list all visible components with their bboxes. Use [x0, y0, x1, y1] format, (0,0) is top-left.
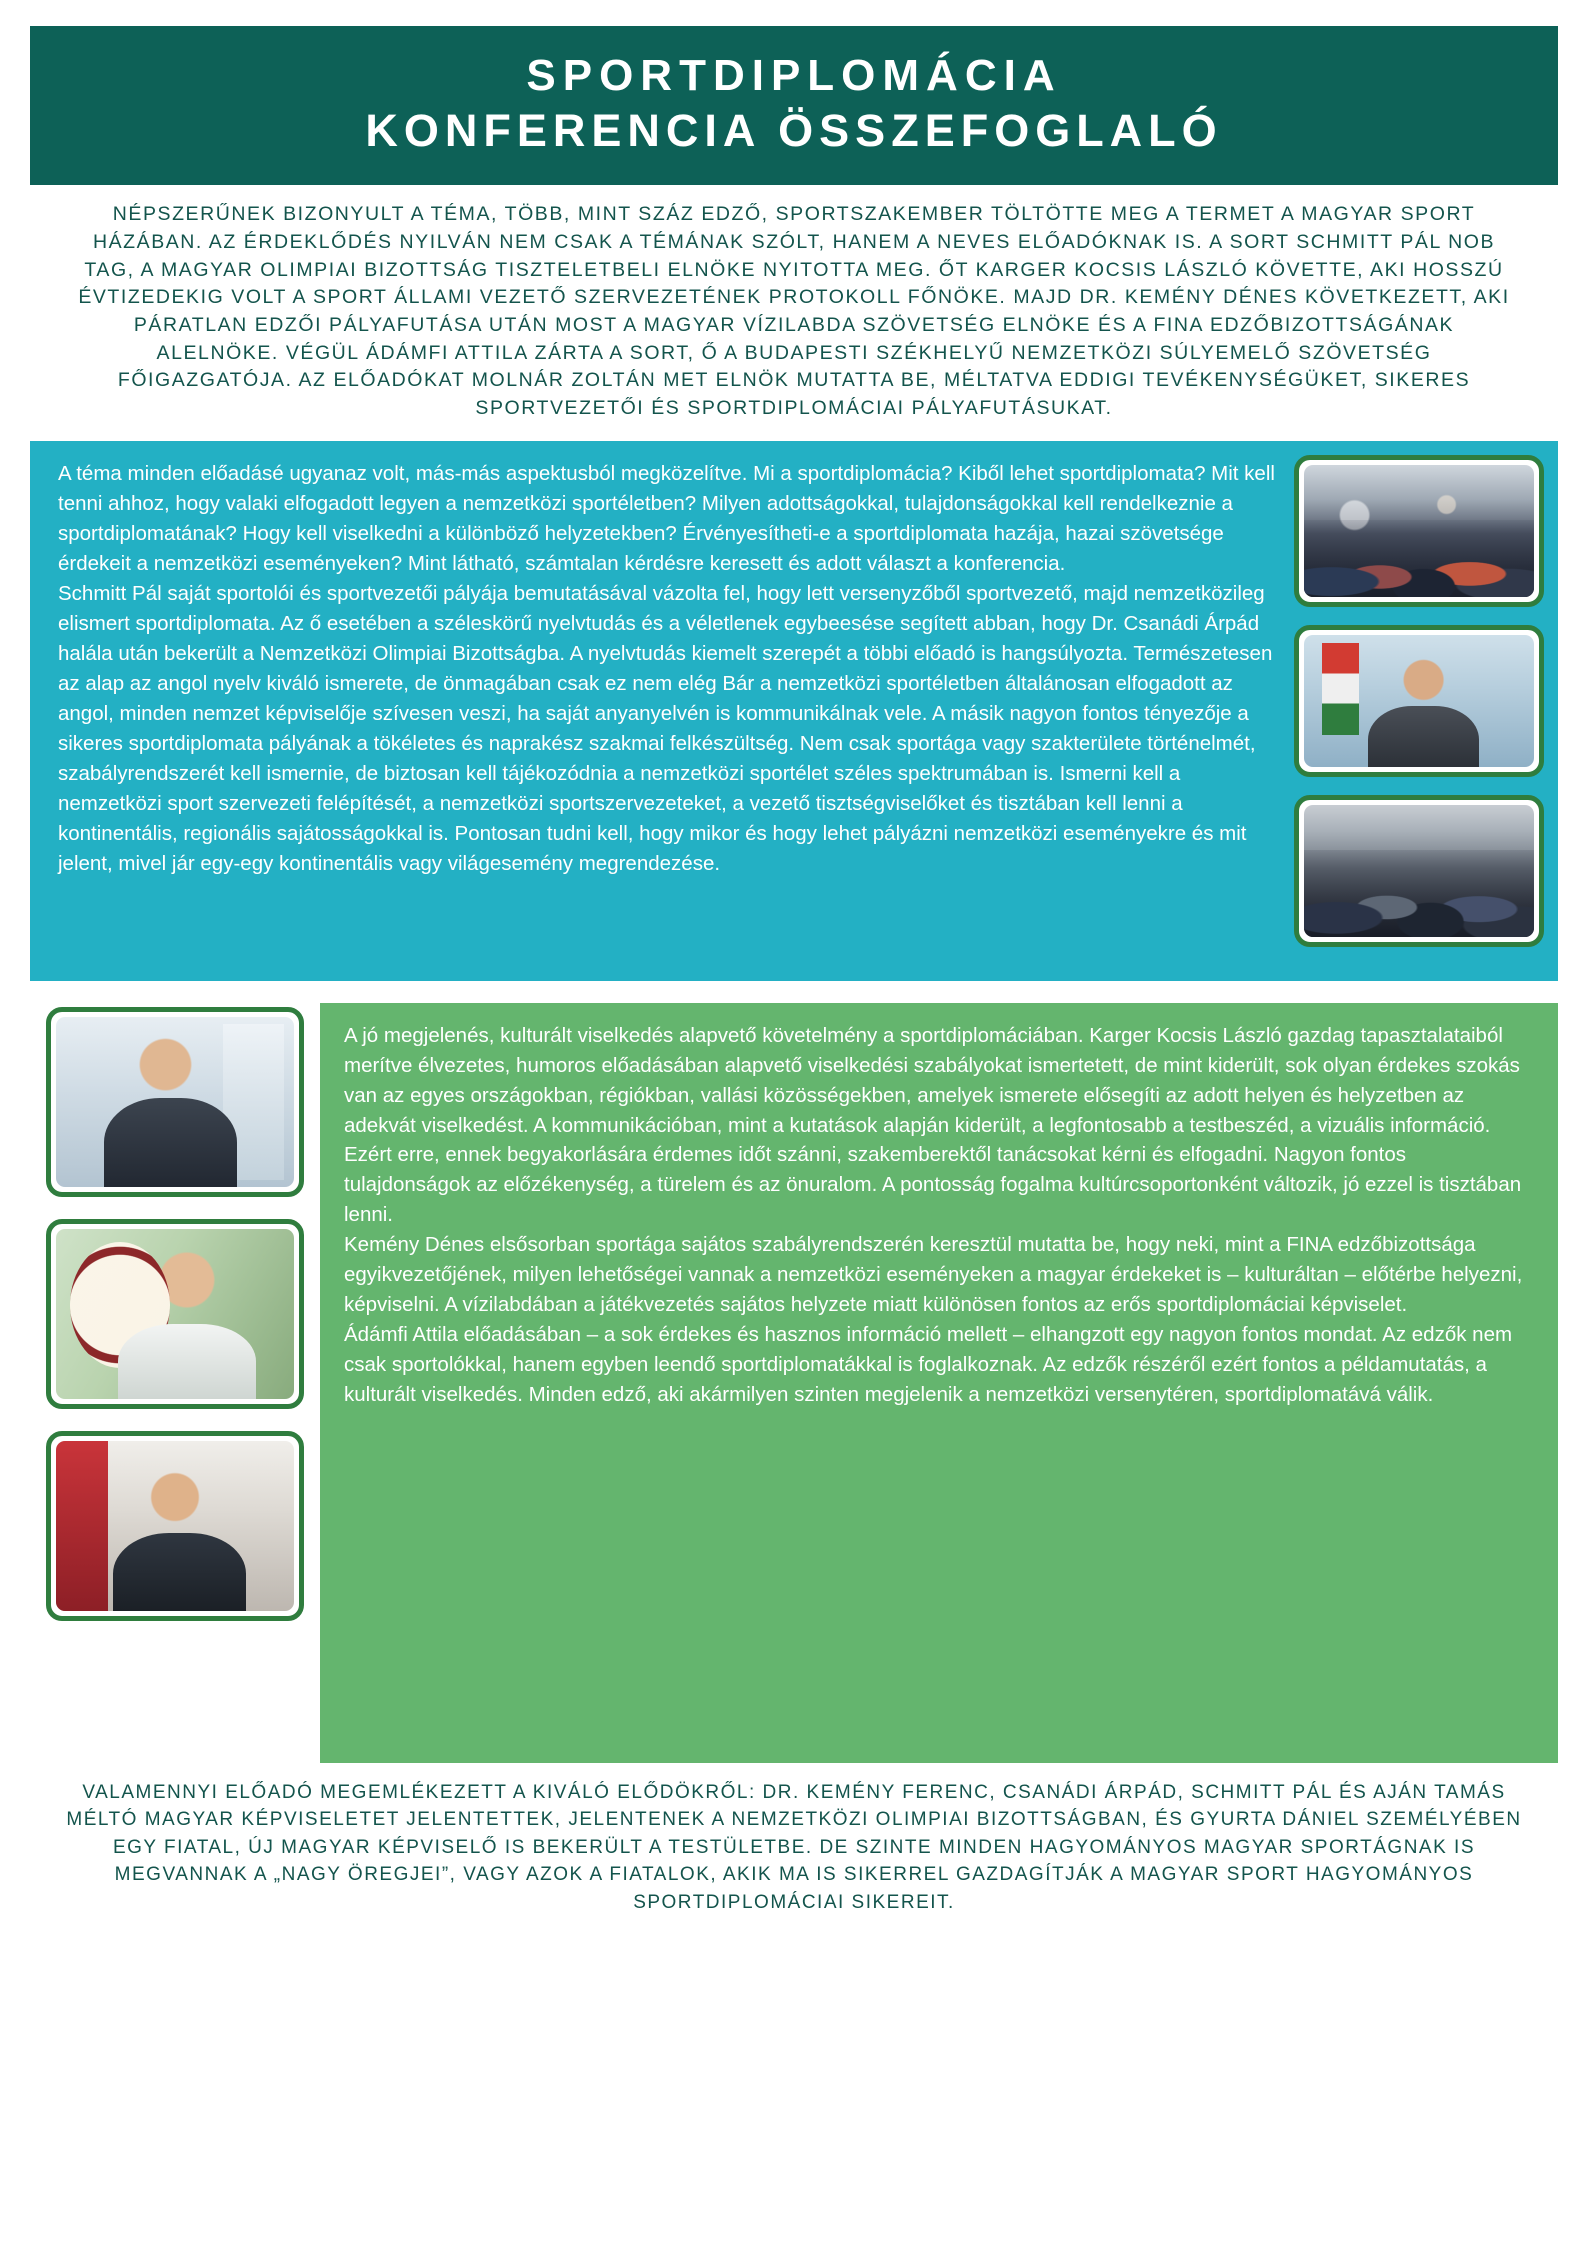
photo-audience-room — [1294, 795, 1544, 947]
photo-speaker-adamfi-attila — [46, 1431, 304, 1621]
section-green-text — [320, 1003, 1558, 1763]
photo-speaker-schmitt-pal — [1294, 625, 1544, 777]
section-green-photo-column — [30, 1003, 320, 1643]
photo-speaker-kemeny-denes-image — [56, 1229, 294, 1399]
intro-paragraph: NÉPSZERŰNEK BIZONYULT A TÉMA, TÖBB, MINT SZÁZ EDZŐ, SPORTSZAKEMBER TÖLTÖTTE MEG A TERMET A MAGYAR SPORT HÁZÁBAN. AZ ÉRDEKLŐDÉS NYILVÁN NEM CSAK A TÉMÁNAK SZÓLT, HANEM A NEVES ELŐADÓKNAK IS. A SORT SCHMITT PÁL NOB TAG, A MAGYAR OLIMPIAI BIZOTTSÁG TISZTELETBELI ELNÖKE NYITOTTA MEG. ŐT KARGER KOCSIS LÁSZLÓ KÖVETTE, AKI HOSSZÚ ÉVTIZEDEKIG VOLT A SPORT ÁLLAMI VEZETŐ SZERVEZETÉNEK PROTOKOLL FŐNÖKE. MAJD DR. KEMÉNY DÉNES KÖVETKEZETT, AKI PÁRATLAN EDZŐI PÁLYAFUTÁSA UTÁN MOST A MAGYAR VÍZILABDA SZÖVETSÉG ELNÖKE ÉS A FINA EDZŐBIZOTTSÁGÁNAK ALELNÖKE. VÉGÜL ÁDÁMFI ATTILA ZÁRTA A SORT, Ő A BUDAPESTI SZÉKHELYŰ NEMZETKÖZI SÚLYEMELŐ SZÖVETSÉG FŐIGAZGATÓJA. AZ ELŐADÓKAT MOLNÁR ZOLTÁN MET ELNÖK MUTATTA BE, MÉLTATVA EDDIGI TEVÉKENYSÉGÜKET, SIKERES SPORTVEZETŐI ÉS SPORTDIPLOMÁCIAI PÁLYAFUTÁSUKAT. — [78, 203, 1510, 420]
footer-paragraph: VALAMENNYI ELŐADÓ MEGEMLÉKEZETT A KIVÁLÓ ELŐDÖKRŐL: DR. KEMÉNY FERENC, CSANÁDI ÁRPÁD, SCHMITT PÁL ÉS AJÁN TAMÁS MÉLTÓ MAGYAR KÉPVISELETET JELENTETTEK, JELENTENEK A NEMZETKÖZI OLIMPIAI BIZOTTSÁGBAN, ÉS GYURTA DÁNIEL SZEMÉLYÉBEN EGY FIATAL, ÚJ MAGYAR KÉPVISELŐ IS BEKERÜLT A TESTÜLETBE. DE SZINTE MINDEN HAGYOMÁNYOS MAGYAR SPORTÁGNAK IS MEGVANNAK A „NAGY ÖREGJEI”, VAGY AZOK A FIATALOK, AKIK MA IS SIKERREL GAZDAGÍTJÁK A MAGYAR SPORT HAGYOMÁNYOS SPORTDIPLOMÁCIAI SIKEREIT. — [66, 1781, 1522, 1913]
section-green-paragraph-1: A jó megjelenés, kulturált viselkedés alapvető követelmény a sportdiplomáciában. Karger Kocsis László gazdag tapasztalataiból merítve élvezetes, humoros előadásában alapvető viselkedési szabályokat ismertetett, de mint kiderült, sok olyan érdekes szokás van az egyes országokban, régiókban, vallási közösségekben, amelyek ismerete elősegíti az adott helyen és helyzetben az adekvát viselkedést. A kommunikációban, mint a kutatások alapján kiderült, a legfontosabb a testbeszéd, a vizuális információ. Ezért erre, ennek begyakorlására érdemes időt szánni, szakemberektől tanácsokat kérni és elfogadni. Nagyon fontos tulajdonságok az előzékenység, a türelem és az önuralom. A pontosság fogalma kultúrcsoportonként változik, jó ezzel is tisztában lenni. — [344, 1023, 1522, 1227]
photo-speaker-karger-kocsis-image — [56, 1017, 294, 1187]
photo-speaker-kemeny-denes — [46, 1219, 304, 1409]
section-green-paragraph-2: Kemény Dénes elsősorban sportága sajátos szabályrendszerén keresztül mutatta be, hogy neki, mint a FINA edzőbizottsága egyikvezetőjének, milyen lehetőségei vannak a nemzetközi eseményeken a magyar érdekeket is – kulturáltan – előtérbe helyezni, képviselni. A vízilabdában a játékvezetés sajátos helyzete miatt különösen fontos az erős sportdiplomáciai képviselet. — [344, 1233, 1523, 1317]
section-teal-paragraph-1: A téma minden előadásé ugyanaz volt, más-más aspektusból megközelítve. Mi a sportdiplomácia? Kiből lehet sportdiplomata? Mit kell tenni ahhoz, hogy valaki elfogadott legyen a nemzetközi sportéletben? Milyen adottságokkal, tulajdonságokkal kell rendelkeznie a sportdiplomatának? Hogy kell viselkedni a különböző helyzetekben? Érvényesítheti-e a sportdiplomata hazája, hazai szövetsége érdekeit a nemzetközi eseményeken? Mint látható, számtalan kérdésre keresett és adott választ a konferencia. — [58, 461, 1275, 575]
page-header — [30, 26, 1558, 185]
photo-speaker-karger-kocsis — [46, 1007, 304, 1197]
section-green-wrapper — [30, 1003, 1558, 1763]
page-title-line1: SPORTDIPLOMÁCIA — [526, 51, 1062, 100]
photo-audience-seated — [1294, 455, 1544, 607]
section-teal-text — [30, 441, 1290, 889]
photo-speaker-adamfi-attila-image — [56, 1441, 294, 1611]
photo-audience-room-image — [1304, 805, 1534, 937]
section-green-paragraph-3: Ádámfi Attila előadásában – a sok érdekes és hasznos információ mellett – elhangzott egy nagyon fontos mondat. Az edzők nem csak sportolókkal, hanem egyben leendő sportdiplomatákkal is foglalkoznak. Az edzők részéről ezért fontos a példamutatás, a kulturált viselkedés. Minden edző, aki akármilyen szinten megjelenik a nemzetközi versenytéren, sportdiplomatává válik. — [344, 1322, 1513, 1406]
section-teal-paragraph-2: Schmitt Pál saját sportolói és sportvezetői pályája bemutatásával vázolta fel, hogy lett versenyzőből sportvezető, majd nemzetközileg elismert sportdiplomata. Az ő esetében a széleskörű nyelvtudás és a véletlenek egybeesése segített abban, hogy Dr. Csanádi Árpád halála után bekerült a Nemzetközi Olimpiai Bizottságba. A nyelvtudás kiemelt szerepét a többi előadó is hangsúlyozta. Természetesen az alap az angol nyelv kiváló ismerete, de önmagában csak ez nem elég Bár a nemzetközi sportéletben általánosan elfogadott az angol, minden nemzet képviselője szívesen veszi, ha saját anyanyelvén is kommunikálnak vele. A másik nagyon fontos tényezője a sikeres sportdiplomata pályának a tökéletes és naprakész szakmai felkészültség. Nem csak sportága vagy szakterülete történelmét, szabályrendszerét kell ismernie, de biztosan kell tájékozódnia a nemzetközi sportélet széles spektrumában is. Ismerni kell a nemzetközi sport szervezeti felépítését, a nemzetközi sportszervezeteket, a vezető tisztségviselőket és tisztában kell lenni a kontinentális, regionális sajátosságokkal is. Pontosan tudni kell, hogy mikor és hogy lehet pályázni nemzetközi eseményekre és mit jelent, mivel jár egy-egy kontinentális vagy világesemény megrendezése. — [58, 581, 1273, 876]
photo-audience-seated-image — [1304, 465, 1534, 597]
page-title-line2: KONFERENCIA ÖSSZEFOGLALÓ — [365, 105, 1223, 156]
section-teal-photo-column — [1290, 441, 1558, 965]
section-teal — [30, 441, 1558, 981]
photo-speaker-schmitt-pal-image — [1304, 635, 1534, 767]
